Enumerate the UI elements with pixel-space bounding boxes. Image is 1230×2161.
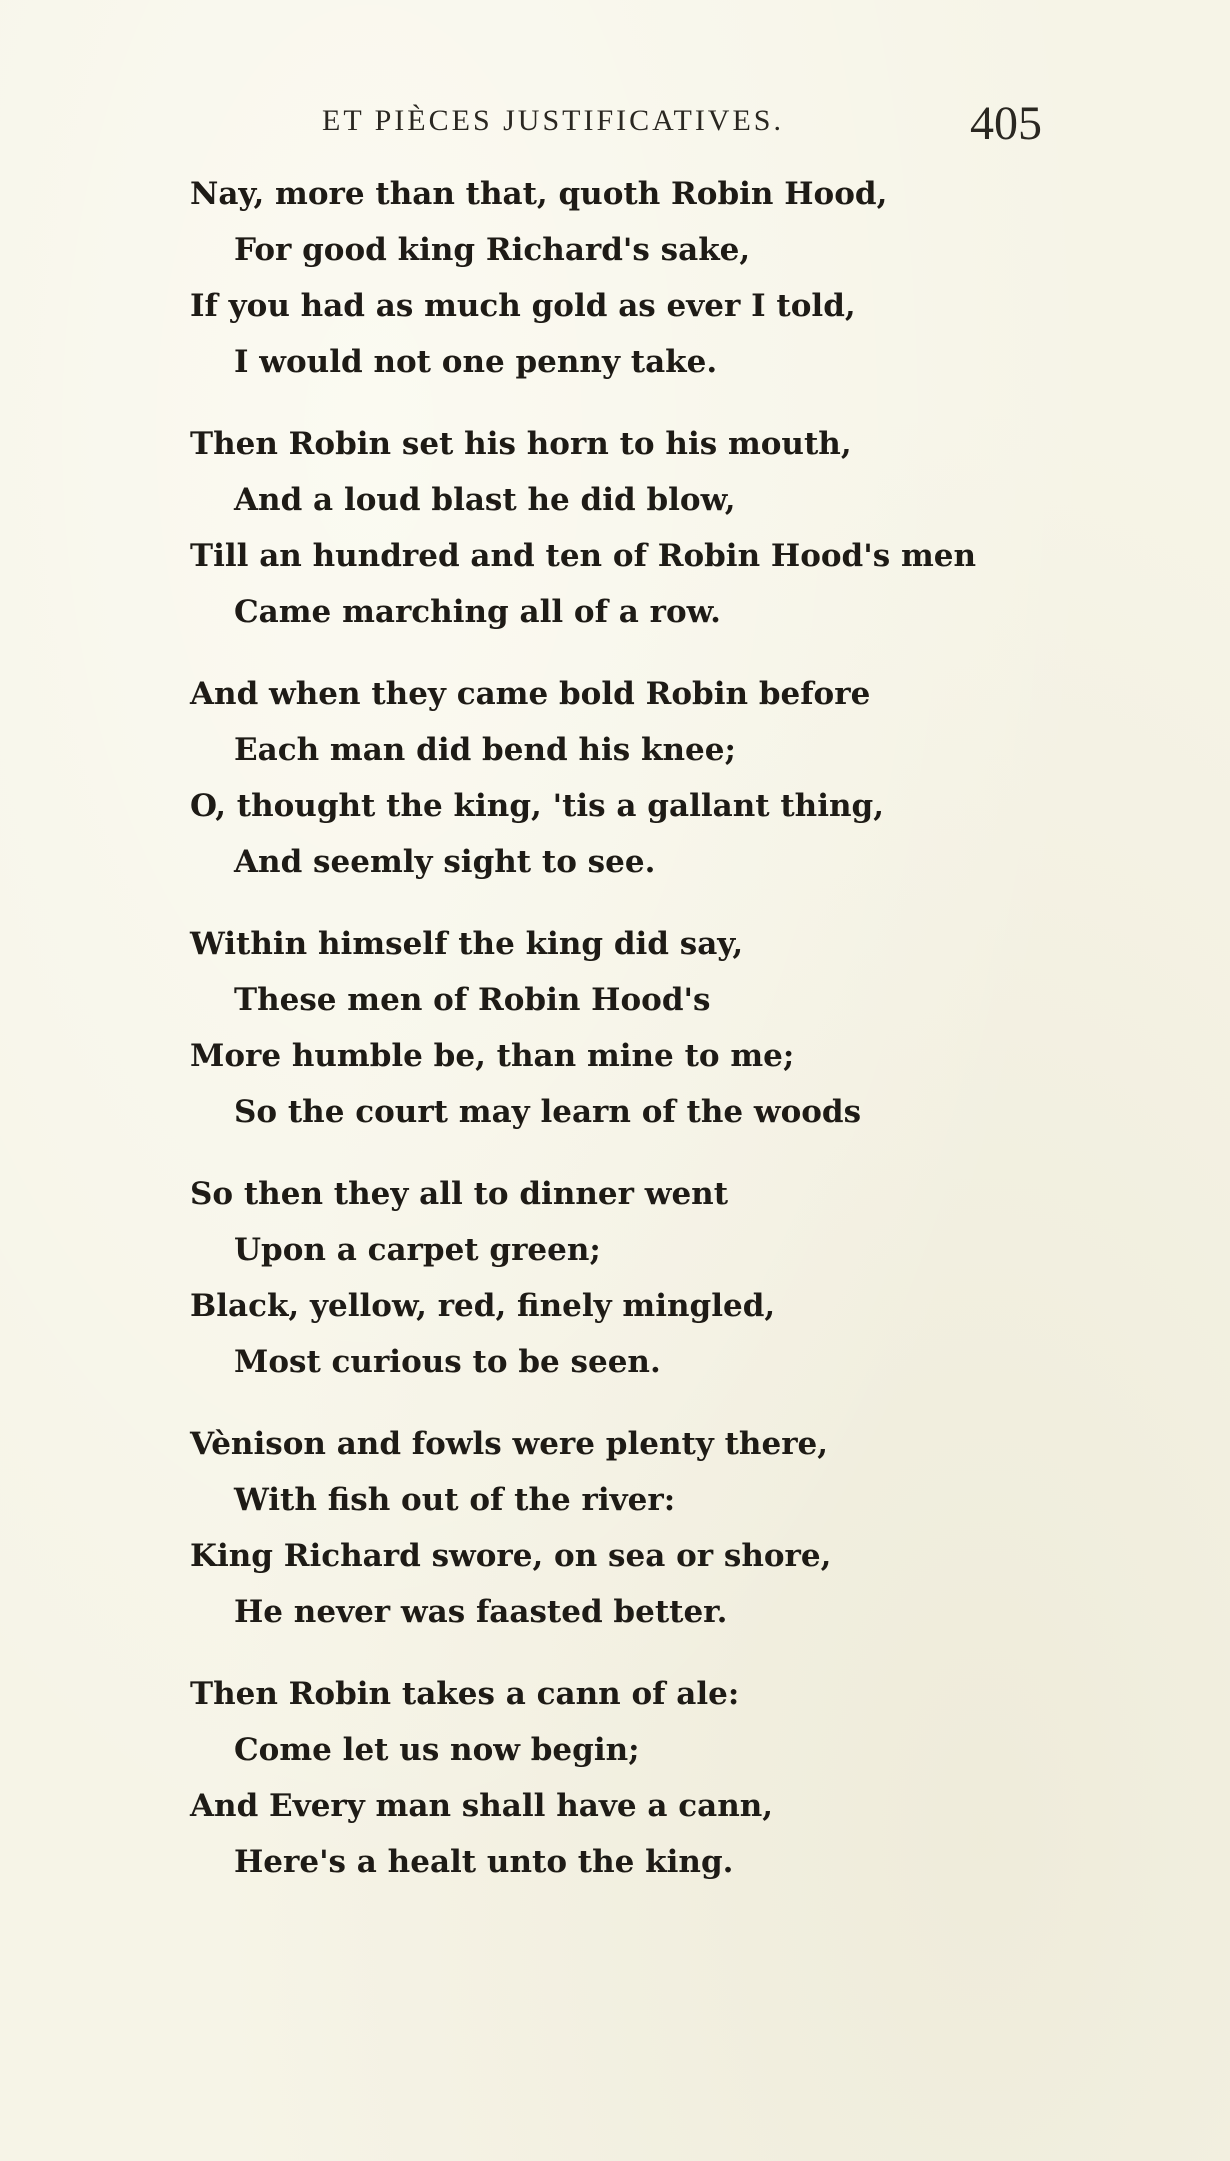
stanza-4	[190, 916, 1090, 1140]
stanza-1	[190, 166, 1090, 390]
poem-line: These men of Robin Hood's	[234, 982, 711, 1018]
poem-line: He never was faasted better.	[234, 1594, 728, 1630]
stanza-3	[190, 666, 1090, 890]
poem-line: So the court may learn of the woods	[234, 1094, 862, 1130]
poem-line: O, thought the king, 'tis a gallant thing,	[190, 788, 885, 824]
poem-line: And a loud blast he did blow,	[234, 482, 736, 518]
poem-line: Each man did bend his knee;	[234, 732, 736, 768]
poem-line: For good king Richard's sake,	[234, 232, 751, 268]
poem-line: And Every man shall have a cann,	[190, 1788, 774, 1824]
stanza-7	[190, 1666, 1090, 1890]
poem-line: Came marching all of a row.	[234, 594, 721, 630]
poem-line: Most curious to be seen.	[234, 1344, 661, 1380]
poem-line: Upon a carpet green;	[234, 1232, 601, 1268]
poem-line: With fish out of the river:	[234, 1482, 676, 1518]
poem-line: Within himself the king did say,	[190, 926, 744, 962]
poem-line: Till an hundred and ten of Robin Hood's men	[190, 538, 977, 574]
stanza-5	[190, 1166, 1090, 1390]
stanza-2	[190, 416, 1090, 640]
poem-line: If you had as much gold as ever I told,	[190, 288, 856, 324]
poem-line: More humble be, than mine to me;	[190, 1038, 795, 1074]
page-number: 405	[970, 97, 1042, 150]
poem-line: And seemly sight to see.	[234, 844, 656, 880]
poem-line: Nay, more than that, quoth Robin Hood,	[190, 176, 888, 212]
poem	[190, 166, 1090, 1916]
poem-line: So then they all to dinner went	[190, 1176, 729, 1212]
poem-line: Then Robin set his horn to his mouth,	[190, 426, 852, 462]
stanza-6	[190, 1416, 1090, 1640]
running-head: ET PIÈCES JUSTIFICATIVES.	[322, 104, 784, 137]
poem-line: And when they came bold Robin before	[190, 676, 871, 712]
poem-line: Vènison and fowls were plenty there,	[190, 1426, 829, 1462]
poem-line: Here's a healt unto the king.	[234, 1844, 734, 1880]
poem-line: Black, yellow, red, finely mingled,	[190, 1288, 776, 1324]
poem-line: Then Robin takes a cann of ale:	[190, 1676, 740, 1712]
poem-line: King Richard swore, on sea or shore,	[190, 1538, 832, 1574]
poem-line: I would not one penny take.	[234, 344, 718, 380]
poem-line: Come let us now begin;	[234, 1732, 640, 1768]
